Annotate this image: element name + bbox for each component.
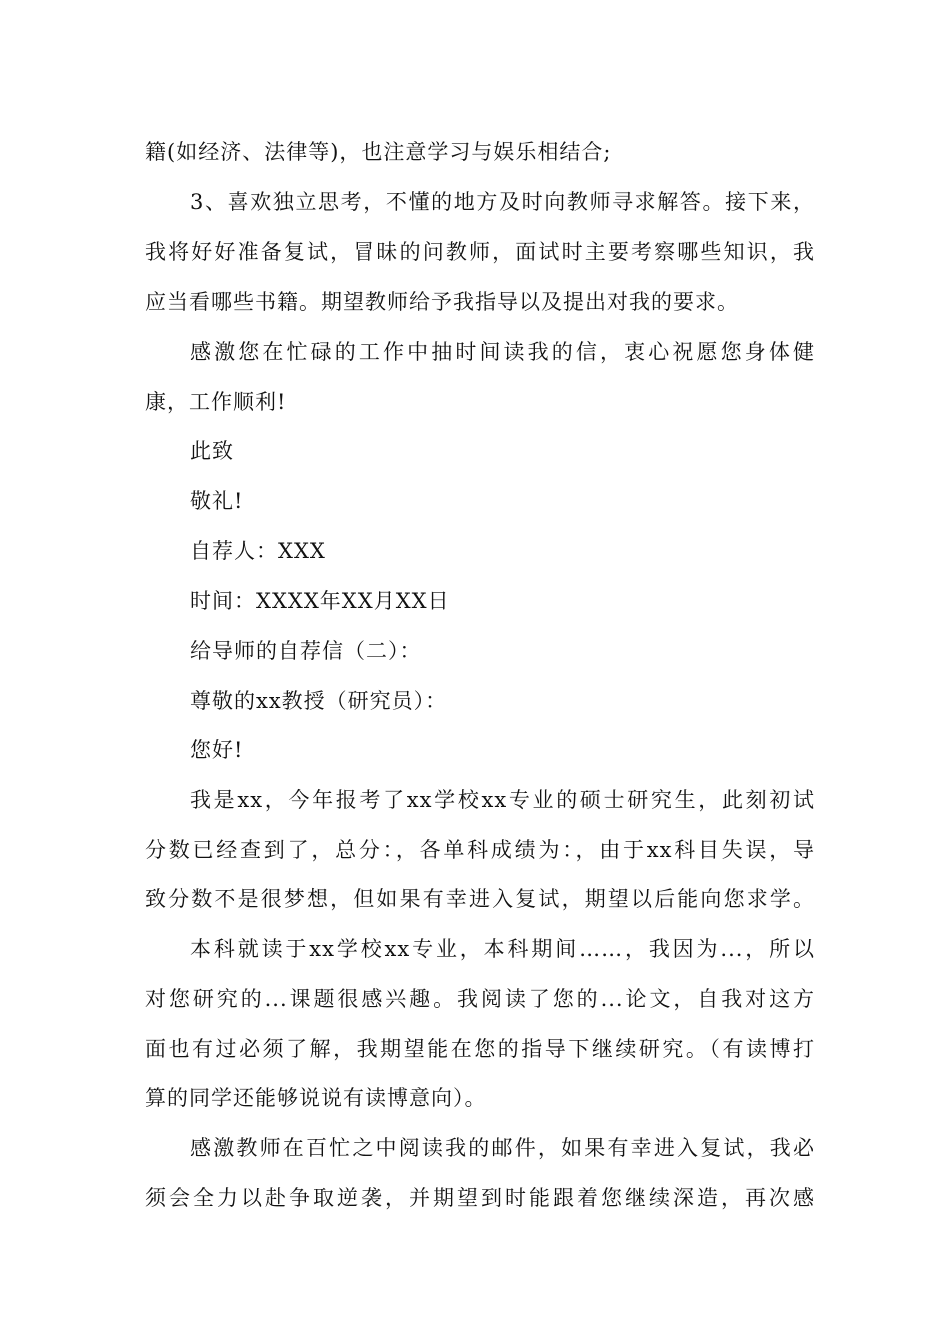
text-line: 康，工作顺利! [145, 390, 287, 414]
text-line: 对您研究的...课题很感兴趣。我阅读了您的...论文，自我对这方 [145, 987, 815, 1011]
text-line: 尊敬的xx教授（研究员）： [190, 689, 448, 713]
text-line: 我将好好准备复试，冒昧的问教师，面试时主要考察哪些知识，我 [145, 240, 815, 264]
text-line: 致分数不是很梦想，但如果有幸进入复试，期望以后能向您求学。 [145, 887, 815, 911]
text-line: 时间：XXXX年XX月XX日 [190, 589, 450, 613]
text-line: 敬礼! [190, 489, 244, 513]
text-line: 分数已经查到了，总分：，各单科成绩为：，由于xx科目失误，导 [145, 838, 815, 862]
text-line: 籍(如经济、法律等)，也注意学习与娱乐相结合; [145, 140, 612, 164]
text-line: 应当看哪些书籍。期望教师给予我指导以及提出对我的要求。 [145, 290, 739, 314]
text-line: 算的同学还能够说说有读博意向）。 [145, 1086, 487, 1110]
text-line: 给导师的自荐信（二）： [190, 639, 422, 663]
text-line: 感激教师在百忙之中阅读我的邮件，如果有幸进入复试，我必 [190, 1136, 815, 1160]
text-line: 3、喜欢独立思考，不懂的地方及时向教师寻求解答。接下来， [190, 190, 815, 214]
text-line: 此致 [190, 439, 234, 463]
text-line: 本科就读于xx学校xx专业，本科期间……，我因为...，所以 [190, 937, 815, 961]
text-line: 我是xx，今年报考了xx学校xx专业的硕士研究生，此刻初试 [190, 788, 815, 812]
text-line: 面也有过必须了解，我期望能在您的指导下继续研究。（有读博打 [145, 1037, 815, 1061]
text-line: 感激您在忙碌的工作中抽时间读我的信，衷心祝愿您身体健 [190, 340, 815, 364]
text-line: 须会全力以赴争取逆袭，并期望到时能跟着您继续深造，再次感 [145, 1186, 815, 1210]
text-line: 您好! [190, 738, 244, 762]
text-line: 自荐人：XXX [190, 539, 326, 563]
